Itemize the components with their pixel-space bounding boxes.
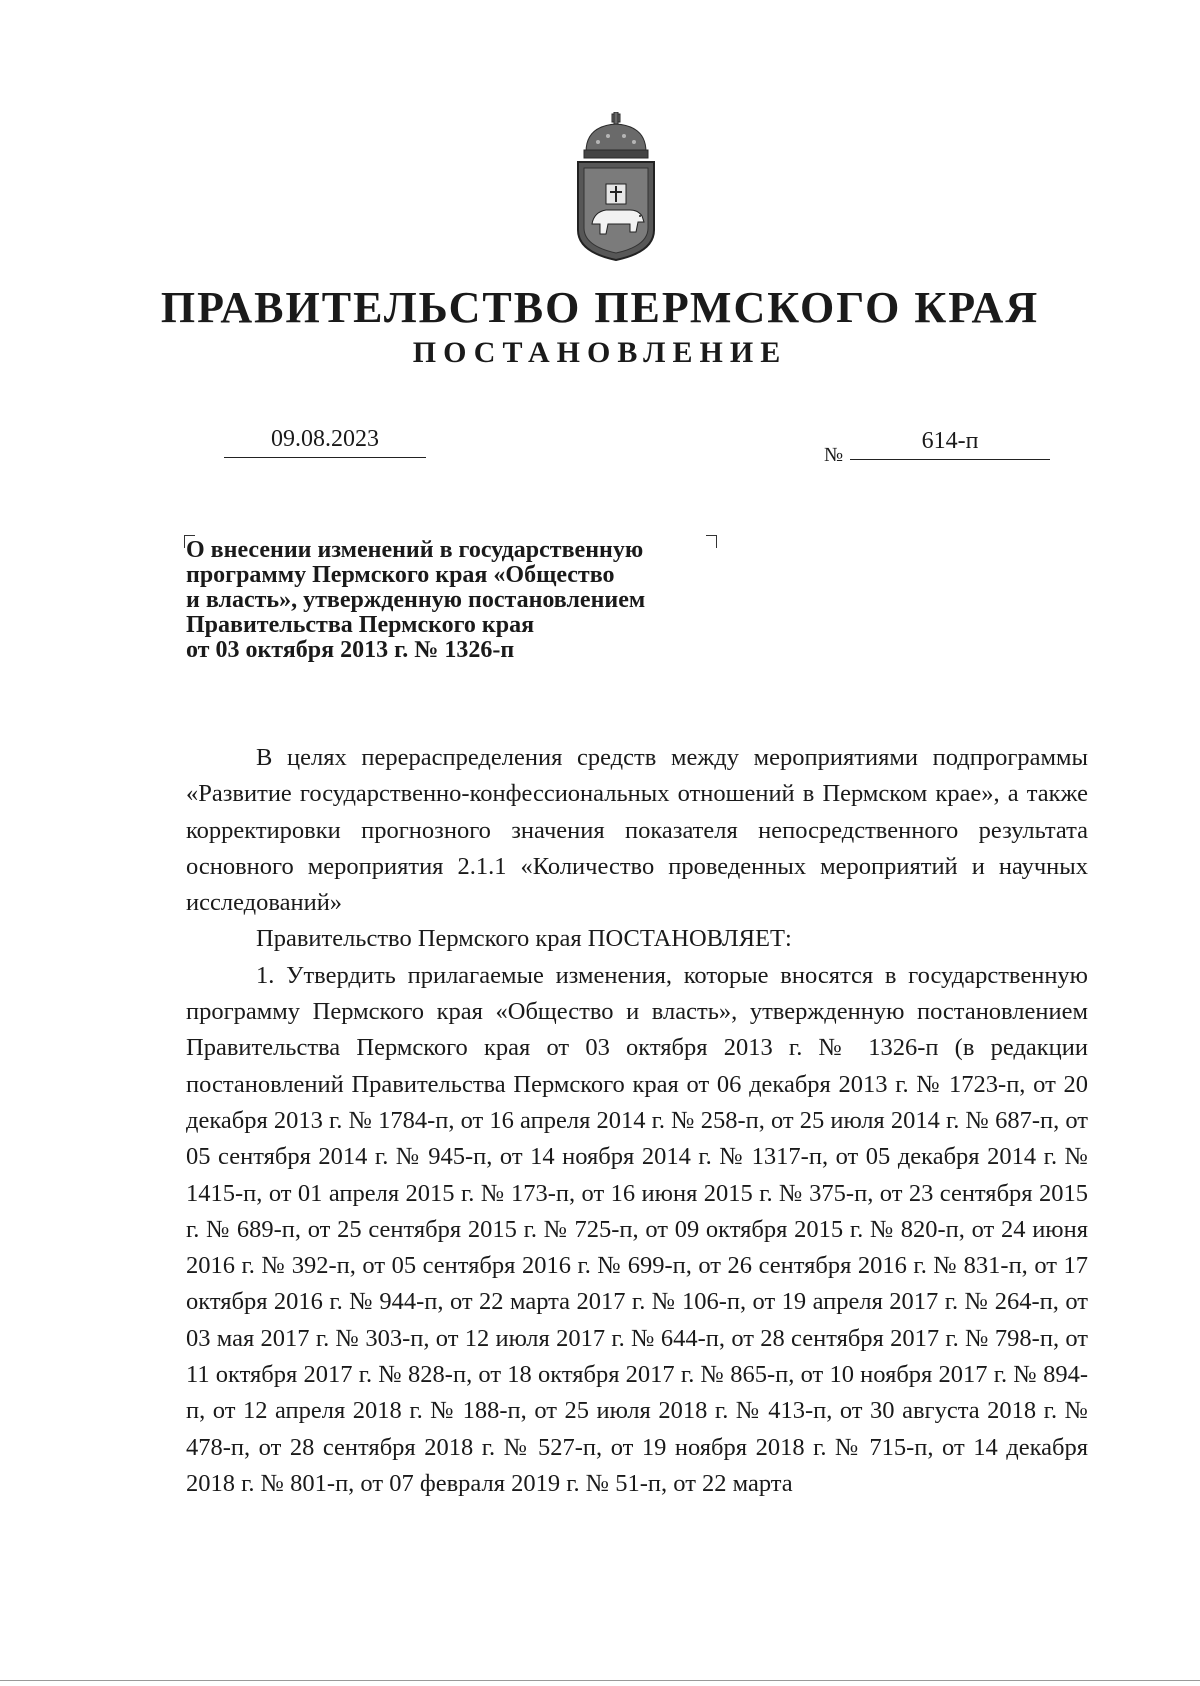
document-number: 614-п [850,428,1050,460]
document-subject: О внесении изменений в государственную программу Пермского края «Общество и власть», утвержденную постановлением Правительства Пермского края от 03 октября 2013 г. № 1326-п [186,537,646,663]
document-date: 09.08.2023 [224,426,426,458]
perm-krai-coat-of-arms-icon [572,112,660,262]
resolves-paragraph: Правительство Пермского края ПОСТАНОВЛЯЕТ: [256,925,792,953]
page-edge-rule [0,1680,1200,1681]
document-body [186,740,1088,1502]
item-1-paragraph: 1. Утвердить прилагаемые изменения, которые вносятся в государственную программу Пермского края «Общество и власть», утвержденную постановлением Правительства Пермского края от 03 октября 2013 г. № 1326-п (в редакции постановлений Правительства Пермского края от 06 декабря 2013 г. № 1723-п, от 20 декабря 2013 г. № 1784-п, от 16 апреля 2014 г. № 258-п, от 25 июля 2014 г. № 687-п, от 05 сентября 2014 г. № 945-п, от 14 ноября 2014 г. № 1317-п, от 05 декабря 2014 г. № 1415-п, от 01 апреля 2015 г. № 173-п, от 16 июня 2015 г. № 375-п, от 23 сентября 2015 г. № 689-п, от 25 сентября 2015 г. № 725-п, от 09 октября 2015 г. № 820-п, от 24 июня 2016 г. № 392-п, от 05 сентября 2016 г. № 699-п, от 26 сентября 2016 г. № 831-п, от 17 октября 2016 г. № 944-п, от 22 марта 2017 г. № 106-п, от 19 апреля 2017 г. № 264-п, от 03 мая 2017 г. № 303-п, от 12 июля 2017 г. № 644-п, от 28 сентября 2017 г. № 798-п, от 11 октября 2017 г. № 828-п, от 18 октября 2017 г. № 865-п, от 10 ноября 2017 г. № 894-п, от 12 апреля 2018 г. № 188-п, от 25 июля 2018 г. № 413-п, от 30 августа 2018 г. № 478-п, от 28 сентября 2018 г. № 527-п, от 19 ноября 2018 г. № 715-п, от 14 декабря 2018 г. № 801-п, от 07 февраля 2019 г. № 51-п, от 22 марта [186,961,1088,1497]
document-type: ПОСТАНОВЛЕНИЕ [412,336,788,369]
organization-title: ПРАВИТЕЛЬСТВО ПЕРМСКОГО КРАЯ [160,283,1040,332]
number-sign: № [824,444,844,466]
preamble-paragraph: В целях перераспределения средств между мероприятиями подпрограммы «Развитие государственно-конфессиональных отношений в Пермском крае», а также корректировки прогнозного значения показателя непосредственного результата основного мероприятия 2.1.1 «Количество проведенных мероприятий и научных исследований» [186,744,1088,917]
